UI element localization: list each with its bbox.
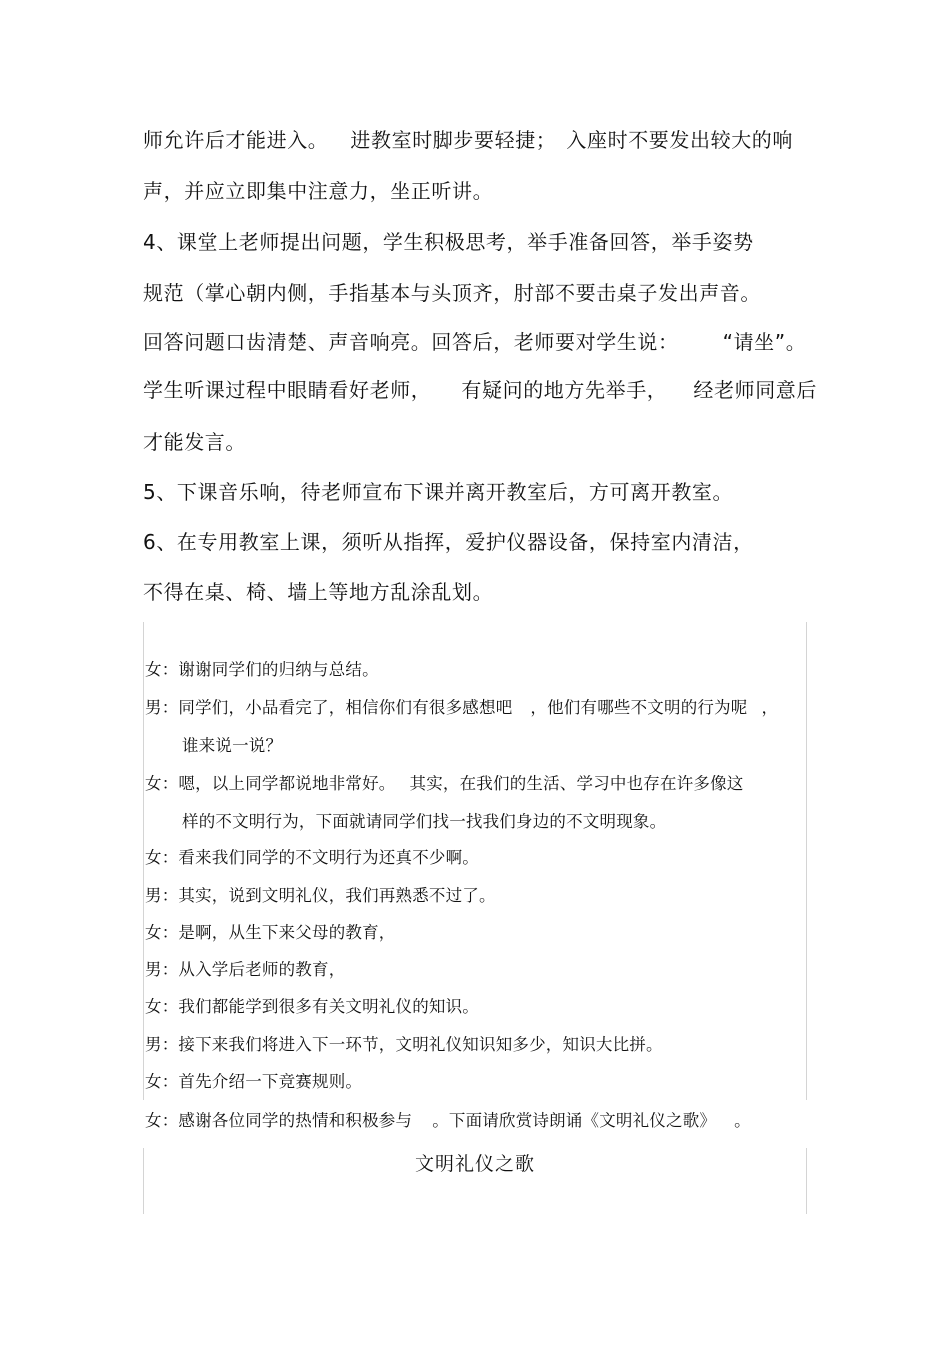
dialogue-line-11-part-b: 。下面请欣赏诗朗诵《文明礼仪之歌》 bbox=[432, 1111, 717, 1130]
dialogue-line-2-continued: 谁来说一说？ bbox=[182, 736, 283, 755]
rule-line-10: 不得在桌、椅、墙上等地方乱涂乱划。 bbox=[143, 580, 494, 604]
dialogue-line-11 bbox=[145, 1111, 751, 1131]
dialogue-line-6: 女：是啊，从生下来父母的教育， bbox=[145, 923, 396, 942]
dialogue-line-11-part-a: 女：感谢各位同学的热情和积极参与 bbox=[145, 1111, 413, 1130]
rule-line-1-part-a: 师允许后才能进入。 bbox=[143, 128, 329, 152]
dialogue-line-3-part-a: 女：嗯，以上同学都说地非常好。 bbox=[145, 774, 396, 793]
rule-line-1-part-b: 进教室时脚步要轻捷； bbox=[350, 128, 557, 152]
rule-line-6-part-b: 有疑问的地方先举手， bbox=[461, 378, 668, 402]
rule-line-5-part-a: 回答问题口齿清楚、声音响亮。回答后，老师要对学生说： bbox=[143, 330, 679, 354]
dialogue-line-9: 男：接下来我们将进入下一环节，文明礼仪知识知多少，知识大比拼。 bbox=[145, 1035, 663, 1054]
right-frame-line-upper bbox=[806, 622, 807, 1100]
rule-line-1-part-c: 入座时不要发出较大的响 bbox=[566, 128, 794, 152]
rule-line-6-part-c: 经老师同意后 bbox=[693, 378, 818, 402]
rule-line-7: 才能发言。 bbox=[143, 430, 246, 454]
rule-line-6 bbox=[143, 378, 817, 402]
rule-item-6: 6、在专用教室上课，须听从指挥，爱护仪器设备，保持室内清洁， bbox=[143, 530, 754, 554]
poem-title: 文明礼仪之歌 bbox=[414, 1153, 535, 1175]
dialogue-line-2-part-c: ， bbox=[761, 698, 779, 717]
rule-line-5 bbox=[143, 330, 806, 354]
dialogue-line-8: 女：我们都能学到很多有关文明礼仪的知识。 bbox=[145, 997, 479, 1016]
dialogue-line-3-part-b: 其实，在我们的生活、学习中也存在许多像这 bbox=[409, 774, 744, 793]
dialogue-line-5: 男：其实，说到文明礼仪，我们再熟悉不过了。 bbox=[145, 886, 496, 905]
rule-line-5-part-b: “请坐”。 bbox=[722, 330, 807, 354]
rule-line-6-part-a: 学生听课过程中眼睛看好老师， bbox=[143, 378, 432, 402]
rule-line-4: 规范（掌心朝内侧，手指基本与头顶齐，肘部不要击桌子发出声音。 bbox=[143, 281, 761, 305]
dialogue-line-2 bbox=[145, 698, 778, 718]
dialogue-line-4: 女：看来我们同学的不文明行为还真不少啊。 bbox=[145, 848, 479, 867]
rule-item-5: 5、下课音乐响，待老师宣布下课并离开教室后，方可离开教室。 bbox=[143, 480, 734, 504]
dialogue-line-10: 女：首先介绍一下竞赛规则。 bbox=[145, 1072, 363, 1091]
rule-line-1 bbox=[143, 128, 793, 152]
rule-item-4: 4、课堂上老师提出问题，学生积极思考，举手准备回答，举手姿势 bbox=[143, 230, 754, 254]
dialogue-line-3 bbox=[145, 774, 744, 794]
dialogue-line-2-part-b: ，他们有哪些不文明的行为呢 bbox=[530, 698, 748, 717]
dialogue-line-3-continued: 样的不文明行为，下面就请同学们找一找我们身边的不文明现象。 bbox=[182, 812, 667, 831]
left-frame-line-upper bbox=[143, 622, 144, 1100]
rule-line-2: 声，并应立即集中注意力，坐正听讲。 bbox=[143, 179, 494, 203]
dialogue-line-2-part-a: 男：同学们，小品看完了，相信你们有很多感想吧 bbox=[145, 698, 513, 717]
dialogue-line-1: 女：谢谢同学们的归纳与总结。 bbox=[145, 660, 379, 679]
dialogue-line-11-part-c: 。 bbox=[734, 1111, 751, 1130]
dialogue-line-7: 男：从入学后老师的教育， bbox=[145, 960, 346, 979]
